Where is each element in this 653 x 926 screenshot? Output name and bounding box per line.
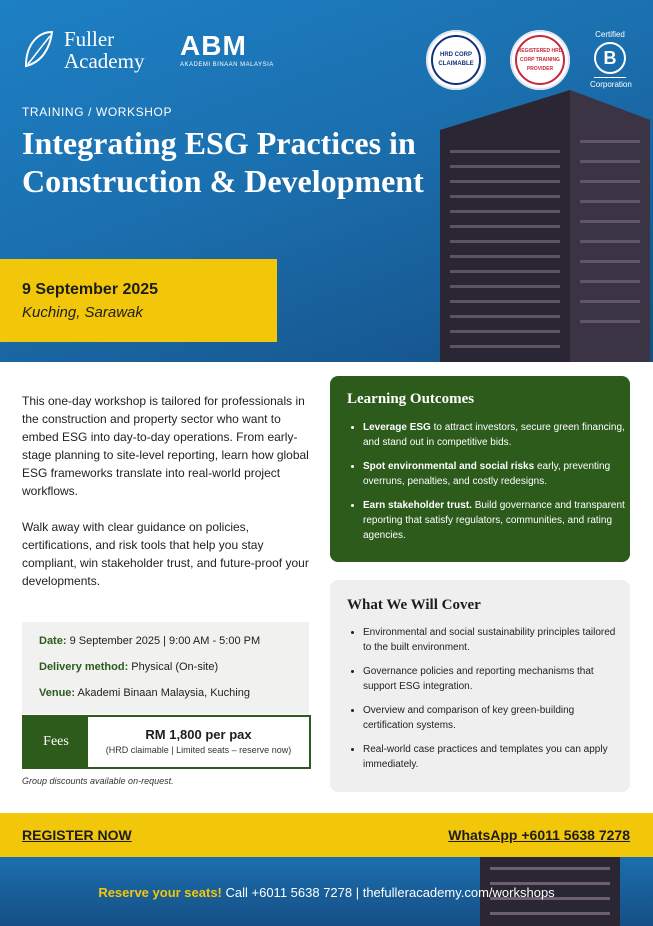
abm-logo-text: ABM (180, 30, 247, 61)
event-location: Kuching, Sarawak (22, 304, 143, 321)
intro-paragraph-1: This one-day workshop is tailored for professionals in the construction and property sector who want to embed ESG into day-to-day operations. From early-stage planning to site-level reporting, learn how global ESG frameworks translate into real-world project workflows. (22, 394, 309, 498)
abm-logo (180, 32, 274, 68)
fees-price: RM 1,800 per pax (145, 727, 252, 742)
event-type: TRAINING / WORKSHOP (22, 105, 173, 119)
building-image (420, 70, 653, 362)
bcorp-corporation: Corporation (590, 80, 632, 89)
learning-outcomes-heading: Learning Outcomes (347, 391, 475, 407)
footer-contact: Call +6011 5638 7278 | thefulleracademy.com/workshops (221, 885, 555, 900)
list-item: • Real-world case practices and templates you can apply immediately. (363, 742, 625, 772)
hrd-claimable-badge (426, 30, 486, 90)
detail-delivery: Delivery method: Physical (On-site) (39, 661, 219, 673)
fees-note: (HRD claimable | Limited seats – reserve now) (105, 745, 292, 755)
list-item: • Earn stakeholder trust. Build governance and transparent reporting that satisfy regulators, communities, and rating agencies. (363, 498, 627, 543)
footer (0, 857, 653, 926)
list-item: • Leverage ESG to attract investors, secure green financing, and stand out in competitive bids. (363, 420, 627, 450)
intro-text (22, 392, 314, 608)
register-bar (0, 813, 653, 857)
register-now-link[interactable]: REGISTER NOW (22, 827, 132, 843)
abm-logo-subtext: AKADEMI BINAAN MALAYSIA (180, 62, 274, 68)
footer-highlight: Reserve your seats! (98, 885, 222, 900)
detail-date: Date: 9 September 2025 | 9:00 AM - 5:00 PM (39, 635, 261, 647)
fuller-leaf-icon (22, 28, 56, 72)
whatsapp-link[interactable]: WhatsApp +6011 5638 7278 (448, 827, 630, 843)
date-location-box (0, 259, 277, 342)
footer-text (0, 885, 653, 900)
hrd-claimable-text: HRD CORP CLAIMABLE (431, 35, 481, 85)
list-item: • Environmental and social sustainability principles tailored to the built environment. (363, 625, 625, 655)
bcorp-certified: Certified (595, 30, 625, 39)
list-item: • Overview and comparison of key green-building certification systems. (363, 703, 625, 733)
intro-paragraph-2: Walk away with clear guidance on policies, certifications, and risk tools that help you stay compliant, win stakeholder trust, and future-proof your developments. (22, 520, 309, 588)
what-we-cover-list (347, 625, 625, 781)
fuller-academy-logo (22, 28, 144, 72)
event-date: 9 September 2025 (22, 281, 159, 298)
bcorp-logo (590, 30, 630, 89)
hrd-registered-text: REGISTERED HRD CORP TRAINING PROVIDER (515, 35, 565, 85)
what-we-cover-heading: What We Will Cover (347, 597, 481, 613)
list-item: • Spot environmental and social risks early, preventing overruns, penalties, and costly redesigns. (363, 459, 627, 489)
bcorp-letter: B (594, 42, 626, 74)
learning-outcomes-list (347, 420, 627, 552)
event-details-box (22, 622, 309, 714)
fuller-logo-line1: Fuller (64, 27, 115, 51)
what-we-cover-card (330, 580, 630, 792)
fuller-logo-line2: Academy (64, 49, 145, 73)
detail-venue: Venue: Akademi Binaan Malaysia, Kuching (39, 687, 250, 699)
fees-label: Fees (24, 717, 88, 767)
list-item: • Governance policies and reporting mechanisms that support ESG integration. (363, 664, 625, 694)
page-title: Integrating ESG Practices in Construction & Development (22, 125, 424, 199)
fees-box (22, 715, 311, 769)
hrd-registered-badge (510, 30, 570, 90)
group-discount-note: Group discounts available on-request. (22, 776, 174, 786)
learning-outcomes-card (330, 376, 630, 562)
